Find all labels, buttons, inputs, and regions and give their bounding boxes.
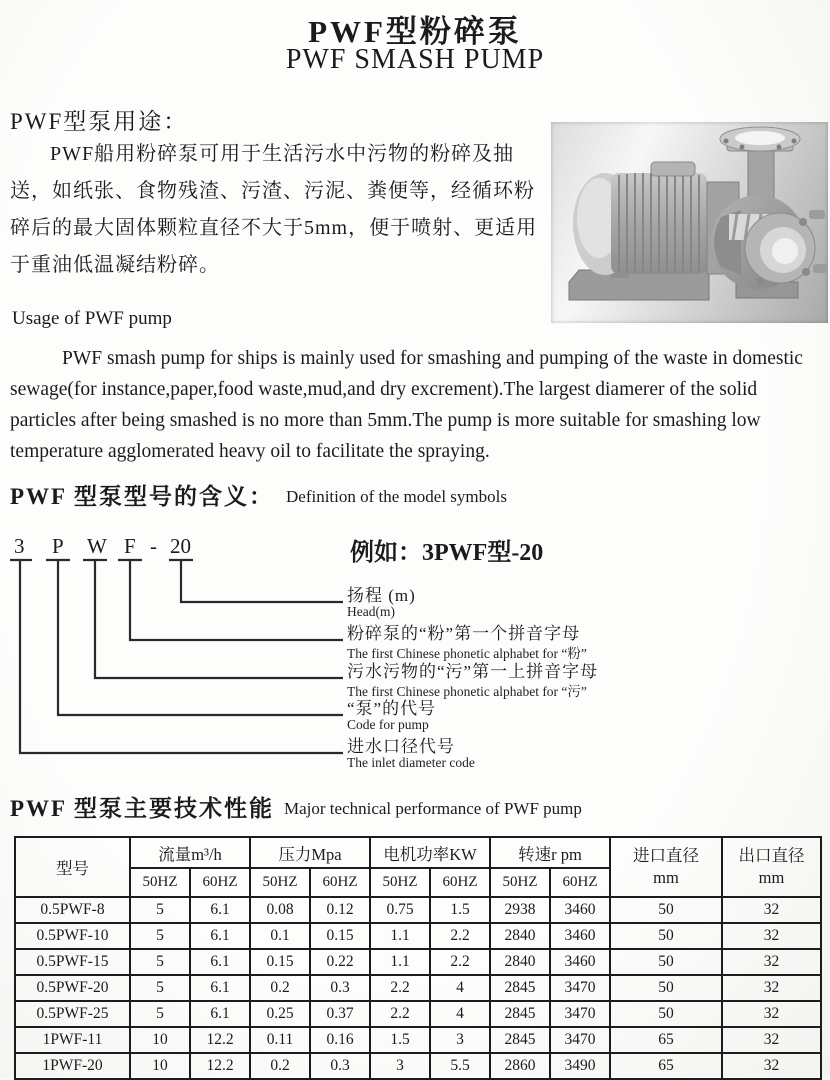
value-cell: 3470 [550, 1027, 610, 1053]
model-cell: 0.5PWF-15 [15, 949, 130, 975]
pump-illustration [551, 122, 828, 323]
value-cell: 5 [130, 975, 190, 1001]
legend-pump-en: Code for pump [347, 717, 429, 732]
legend-head-en: Head(m) [347, 604, 395, 619]
value-cell: 5 [130, 949, 190, 975]
page-title-en: PWF SMASH PUMP [285, 44, 545, 75]
model-heading-en: Definition of the model symbols [286, 487, 507, 506]
usage-body-en: PWF smash pump for ships is mainly used for smashing and pumping of the waste in domestic sewage(for instance,paper,food waste,mud,and dry excrement).The largest diamerer of the solid particles after being smashed is no more than 5mm.The pump is more suitable for smashing low temperature agglomerated heavy oil to facilitate the spraying. [10, 348, 803, 462]
value-cell: 2840 [490, 949, 550, 975]
value-cell: 0.75 [370, 897, 430, 923]
value-cell: 0.11 [250, 1027, 310, 1053]
value-cell: 50 [610, 923, 722, 949]
legend-wu-zh: 污水污物的“污”第一上拼音字母 [347, 662, 599, 681]
value-cell: 10 [130, 1027, 190, 1053]
value-cell: 2845 [490, 975, 550, 1001]
value-cell: 3460 [550, 897, 610, 923]
value-cell: 0.25 [250, 1001, 310, 1027]
power-50hz: 50HZ [370, 868, 430, 897]
page-title-zh: PWF型粉碎泵 [308, 14, 522, 49]
table-row [15, 1027, 821, 1053]
value-cell: 10 [130, 1053, 190, 1079]
value-cell: 32 [722, 1053, 821, 1079]
value-cell: 2845 [490, 1027, 550, 1053]
value-cell: 6.1 [190, 949, 250, 975]
model-code-diagram [10, 526, 822, 788]
col-header-outlet [722, 837, 821, 897]
code-char-w: W [87, 534, 107, 558]
outlet-label: 出口直径 [738, 845, 805, 865]
legend-inlet-zh: 进水口径代号 [347, 737, 455, 756]
model-cell: 1PWF-11 [15, 1027, 130, 1053]
value-cell: 2.2 [430, 949, 490, 975]
model-cell: 0.5PWF-25 [15, 1001, 130, 1027]
value-cell: 50 [610, 897, 722, 923]
value-cell: 65 [610, 1027, 722, 1053]
performance-heading-en: Major technical performance of PWF pump [284, 799, 582, 818]
value-cell: 32 [722, 897, 821, 923]
value-cell: 3470 [550, 975, 610, 1001]
value-cell: 0.2 [250, 975, 310, 1001]
outlet-unit: mm [758, 868, 785, 887]
pressure-60hz: 60HZ [310, 868, 370, 897]
value-cell: 6.1 [190, 897, 250, 923]
performance-heading-zh: PWF 型泵主要技术性能 [10, 796, 274, 821]
value-cell: 6.1 [190, 975, 250, 1001]
legend-fen-zh: 粉碎泵的“粉”第一个拼音字母 [347, 624, 581, 643]
table-row [15, 949, 821, 975]
value-cell: 5 [130, 897, 190, 923]
value-cell: 32 [722, 923, 821, 949]
value-cell: 0.16 [310, 1027, 370, 1053]
col-header-inlet [610, 837, 722, 897]
code-char-f: F [124, 534, 136, 558]
value-cell: 0.12 [310, 897, 370, 923]
value-cell: 3470 [550, 1001, 610, 1027]
value-cell: 2.2 [370, 1001, 430, 1027]
usage-heading-zh: PWF型泵用途： [10, 109, 189, 134]
value-cell: 1.1 [370, 923, 430, 949]
value-cell: 0.1 [250, 923, 310, 949]
code-char-dash: - [150, 534, 157, 558]
legend-pump-zh: “泵”的代号 [347, 699, 437, 718]
value-cell: 5.5 [430, 1053, 490, 1079]
value-cell: 2860 [490, 1053, 550, 1079]
legend-wu-en: The first Chinese phonetic alphabet for “污” [347, 684, 587, 699]
value-cell: 32 [722, 1027, 821, 1053]
value-cell: 32 [722, 949, 821, 975]
value-cell: 5 [130, 1001, 190, 1027]
value-cell: 6.1 [190, 1001, 250, 1027]
value-cell: 0.37 [310, 1001, 370, 1027]
speed-60hz: 60HZ [550, 868, 610, 897]
value-cell: 4 [430, 975, 490, 1001]
value-cell: 12.2 [190, 1053, 250, 1079]
model-cell: 0.5PWF-8 [15, 897, 130, 923]
value-cell: 50 [610, 949, 722, 975]
value-cell: 1.5 [430, 897, 490, 923]
value-cell: 32 [722, 1001, 821, 1027]
model-heading-zh: PWF 型泵型号的含义： [10, 484, 274, 509]
value-cell: 0.2 [250, 1053, 310, 1079]
value-cell: 5 [130, 923, 190, 949]
value-cell: 2840 [490, 923, 550, 949]
legend-fen-en: The first Chinese phonetic alphabet for “粉” [347, 646, 587, 661]
value-cell: 2.2 [430, 923, 490, 949]
speed-50hz: 50HZ [490, 868, 550, 897]
col-header-power: 电机功率KW [370, 837, 490, 868]
table-row [15, 1053, 821, 1079]
value-cell: 1.1 [370, 949, 430, 975]
value-cell: 0.3 [310, 1053, 370, 1079]
col-header-model: 型号 [15, 837, 130, 897]
performance-table-body [15, 897, 821, 1079]
legend-inlet-en: The inlet diameter code [347, 755, 475, 770]
col-header-speed: 转速r pm [490, 837, 610, 868]
inlet-label: 进口直径 [633, 845, 699, 865]
value-cell: 0.3 [310, 975, 370, 1001]
value-cell: 12.2 [190, 1027, 250, 1053]
performance-table [14, 836, 822, 1080]
usage-body-zh: PWF船用粉碎泵可用于生活污水中污物的粉碎及抽送，如纸张、食物残渣、污渣、污泥、粪便等，经循环粉碎后的最大固体颗粒直径不大于5mm，便于喷射、更适用于重油低温凝结粉碎。 [10, 143, 538, 276]
value-cell: 3 [370, 1053, 430, 1079]
value-cell: 50 [610, 1001, 722, 1027]
value-cell: 65 [610, 1053, 722, 1079]
value-cell: 1.5 [370, 1027, 430, 1053]
value-cell: 2.2 [370, 975, 430, 1001]
model-cell: 0.5PWF-10 [15, 923, 130, 949]
pressure-50hz: 50HZ [250, 868, 310, 897]
inlet-unit: mm [653, 868, 679, 887]
value-cell: 3 [430, 1027, 490, 1053]
pump-photo [551, 122, 828, 323]
model-cell: 0.5PWF-20 [15, 975, 130, 1001]
value-cell: 3490 [550, 1053, 610, 1079]
table-row [15, 1001, 821, 1027]
value-cell: 6.1 [190, 923, 250, 949]
value-cell: 50 [610, 975, 722, 1001]
header-group-row [15, 837, 821, 868]
value-cell: 0.15 [250, 949, 310, 975]
model-example: 例如：3PWF型-20 [350, 540, 544, 566]
power-60hz: 60HZ [430, 868, 490, 897]
value-cell: 3460 [550, 923, 610, 949]
value-cell: 0.08 [250, 897, 310, 923]
value-cell: 4 [430, 1001, 490, 1027]
code-char-3: 3 [14, 534, 25, 558]
value-cell: 2938 [490, 897, 550, 923]
legend-head-zh: 扬程 (m) [347, 586, 416, 605]
value-cell: 2845 [490, 1001, 550, 1027]
code-char-p: P [52, 534, 64, 558]
table-row [15, 975, 821, 1001]
model-cell: 1PWF-20 [15, 1053, 130, 1079]
code-char-20: 20 [170, 534, 191, 558]
col-header-pressure: 压力Mpa [250, 837, 370, 868]
col-header-flow: 流量m³/h [130, 837, 250, 868]
value-cell: 3460 [550, 949, 610, 975]
flow-50hz: 50HZ [130, 868, 190, 897]
table-row [15, 897, 821, 923]
value-cell: 0.15 [310, 923, 370, 949]
table-row [15, 923, 821, 949]
value-cell: 32 [722, 975, 821, 1001]
value-cell: 0.22 [310, 949, 370, 975]
usage-heading-en: Usage of PWF pump [12, 308, 172, 329]
flow-60hz: 60HZ [190, 868, 250, 897]
